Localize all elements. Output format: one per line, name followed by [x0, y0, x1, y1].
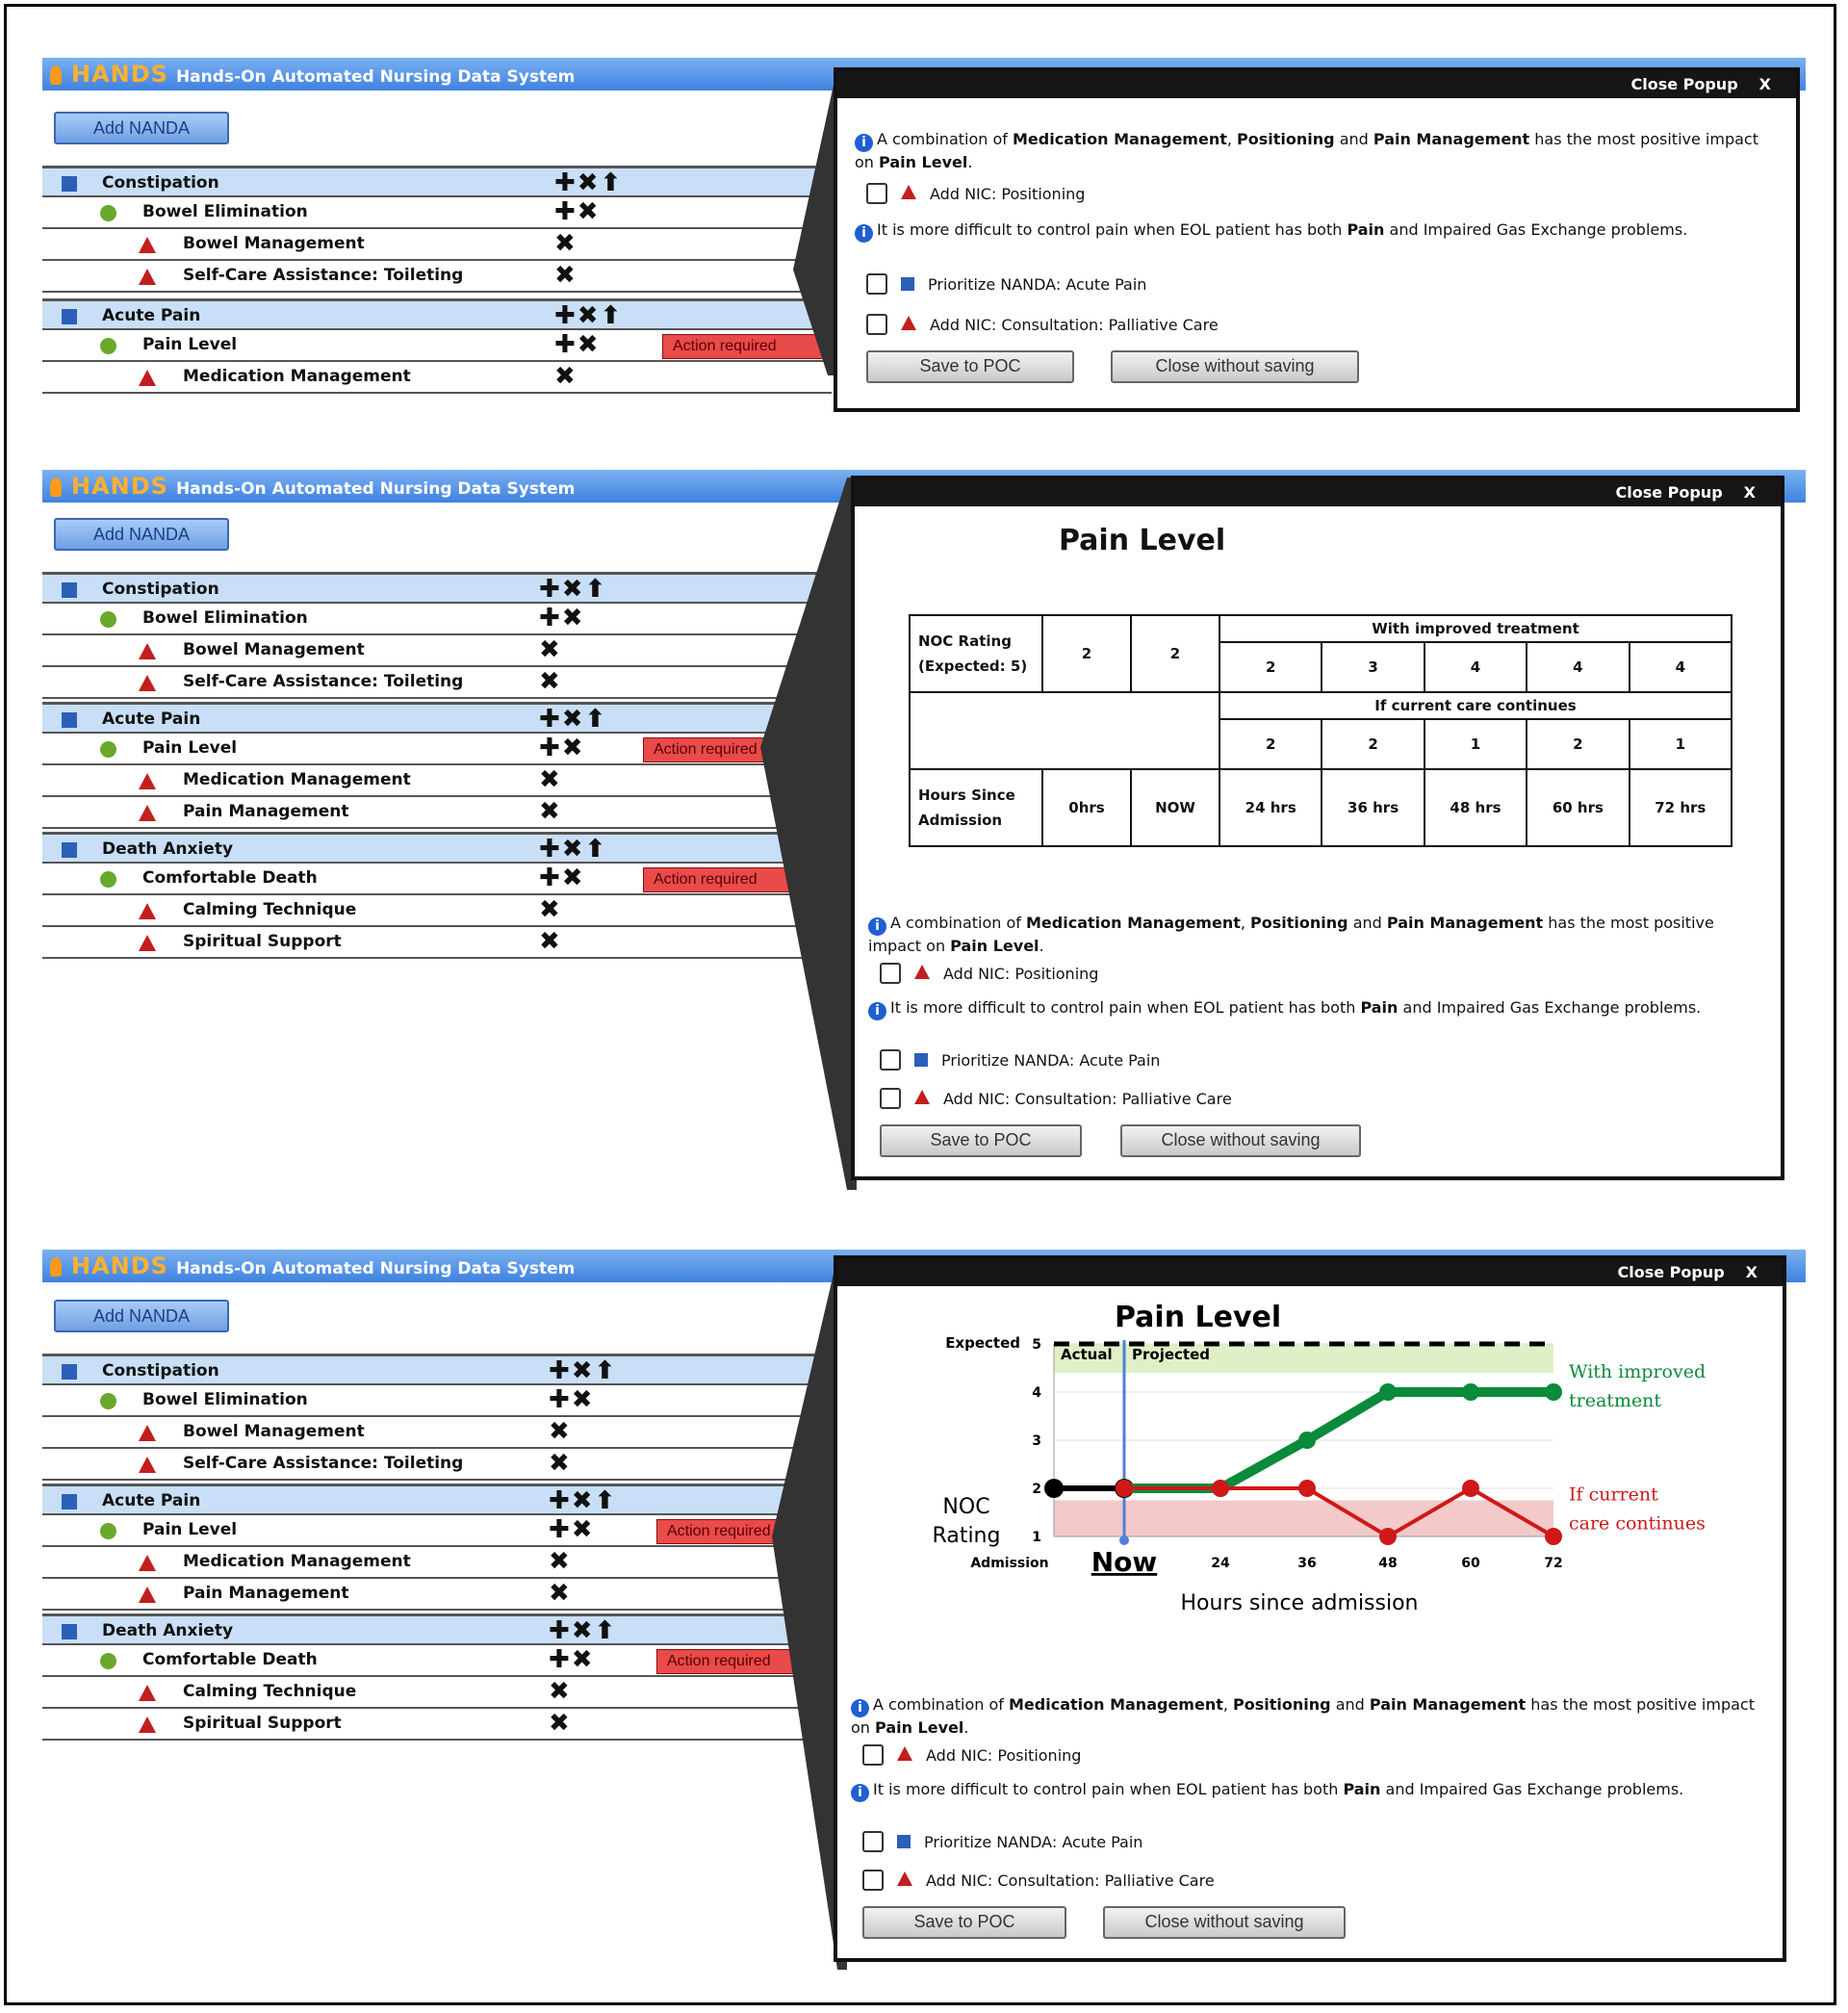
x-tick-label: Admission [970, 1556, 1049, 1571]
y-axis-label-line: Rating [932, 1524, 1001, 1548]
noc-label: Bowel Elimination [142, 202, 308, 221]
x-tick-label: 60 [1461, 1556, 1480, 1571]
add-delete-move-controls[interactable]: ✚✖⬆ [549, 1356, 618, 1385]
add-delete-move-controls[interactable]: ✚✖⬆ [554, 301, 624, 330]
info-note-combination [851, 1694, 1756, 1739]
add-nanda-button[interactable]: Add NANDA [54, 1300, 229, 1332]
flame-logo-icon [50, 1257, 62, 1277]
improved-value-cell: 3 [1322, 642, 1424, 692]
info-icon: i [855, 134, 873, 152]
note-text: and [1334, 130, 1373, 148]
note-text: , [1240, 914, 1251, 932]
improved-series-label [1569, 1361, 1706, 1411]
x-tick-label: 72 [1544, 1556, 1563, 1571]
delete-control[interactable]: ✖ [539, 635, 562, 664]
note-text: and [1330, 1695, 1370, 1714]
current-value-cell: 2 [1322, 719, 1424, 769]
data-point [1379, 1383, 1397, 1401]
nanda-row-acute-pain[interactable] [42, 1484, 832, 1515]
close-popup-button[interactable]: Close Popup [1630, 75, 1738, 93]
option-label: Add NIC: Consultation: Palliative Care [943, 1090, 1232, 1108]
note-text: and Impaired Gas Exchange problems. [1384, 220, 1688, 239]
improved-treatment-header: With improved treatment [1219, 615, 1732, 642]
hours-cell: 0hrs [1042, 769, 1131, 846]
target-band [1054, 1344, 1553, 1373]
action-required-badge[interactable]: Action required [662, 334, 834, 359]
data-point [1545, 1528, 1562, 1545]
nic-label: Medication Management [183, 1552, 411, 1571]
nic-row-medication-management[interactable] [42, 1547, 832, 1579]
nanda-square-icon [897, 1835, 911, 1848]
series-label-line: With improved [1569, 1361, 1707, 1382]
current-value-cell: 2 [1527, 719, 1629, 769]
data-point [1116, 1480, 1133, 1497]
now-marker [1119, 1536, 1129, 1545]
noc-dot-icon [100, 1393, 116, 1409]
info-icon: i [868, 1002, 886, 1020]
nic-row-bowel-management[interactable] [42, 1417, 832, 1449]
nanda-label: Death Anxiety [102, 1621, 234, 1640]
info-icon: i [868, 917, 886, 936]
note-text: It is more difficult to control pain when EOL patient has both [890, 998, 1361, 1017]
checkbox[interactable] [862, 1870, 884, 1891]
note-text-bold: Positioning [1233, 1695, 1331, 1714]
add-delete-controls[interactable]: ✚✖ [539, 734, 585, 762]
action-required-badge[interactable]: Action required [656, 1519, 824, 1544]
actual-label: Actual [1061, 1346, 1113, 1363]
add-delete-move-controls[interactable]: ✚✖⬆ [549, 1486, 618, 1515]
nic-label: Self-Care Assistance: Toileting [183, 266, 464, 285]
option-add-nic-positioning[interactable] [862, 1744, 1081, 1767]
improved-value-cell: 4 [1630, 642, 1732, 692]
data-point [1044, 1479, 1064, 1498]
noc-label: Pain Level [142, 738, 238, 758]
pain-level-chart [837, 1288, 1783, 1692]
note-text: . [963, 1718, 969, 1737]
add-delete-move-controls[interactable]: ✚✖⬆ [539, 575, 608, 604]
risk-band [1054, 1501, 1553, 1537]
data-point [1545, 1383, 1562, 1401]
note-text: , [1222, 1695, 1234, 1714]
data-point [1298, 1480, 1316, 1497]
noc-label: Bowel Elimination [142, 608, 308, 628]
action-required-badge[interactable]: Action required [643, 737, 814, 762]
nic-triangle-icon [897, 1746, 912, 1761]
option-prioritize-acute-pain[interactable] [862, 1831, 1142, 1853]
nic-label: Medication Management [183, 770, 411, 789]
nic-label: Spiritual Support [183, 1714, 342, 1733]
x-tick-label: 48 [1378, 1556, 1398, 1571]
nanda-label: Acute Pain [102, 710, 201, 729]
close-popup-button[interactable]: Close Popup [1617, 1263, 1725, 1281]
close-without-saving-button[interactable]: Close without saving [1120, 1124, 1361, 1157]
option-label: Add NIC: Positioning [930, 185, 1086, 203]
delete-control[interactable]: ✖ [539, 667, 562, 696]
note-text-bold: Pain Management [1369, 1695, 1527, 1714]
info-note-difficulty [851, 1779, 1756, 1802]
close-without-saving-button[interactable]: Close without saving [1103, 1906, 1346, 1939]
y-axis-label-line: NOC [942, 1495, 990, 1519]
noc-dot-icon [100, 1523, 116, 1539]
nanda-square-icon [62, 1364, 77, 1380]
y-axis-label [933, 1495, 1001, 1548]
app-title: Hands-On Automated Nursing Data System [175, 479, 576, 499]
delete-control[interactable]: ✖ [549, 1449, 572, 1478]
note-text-bold: Pain [1360, 998, 1399, 1017]
delete-control[interactable]: ✖ [549, 1547, 572, 1576]
hours-cell: 24 hrs [1219, 769, 1322, 846]
note-text: has the most positive impact on [855, 130, 1758, 171]
note-text-bold: Pain Level [879, 153, 968, 171]
save-to-poc-button[interactable]: Save to POC [880, 1124, 1082, 1157]
add-delete-move-controls[interactable]: ✚✖⬆ [539, 705, 608, 734]
note-text: It is more difficult to control pain when EOL patient has both [873, 1780, 1344, 1798]
noc-label: Pain Level [142, 1520, 238, 1539]
nanda-square-icon [62, 1494, 77, 1510]
add-nanda-button[interactable]: Add NANDA [54, 112, 229, 144]
option-label: Prioritize NANDA: Acute Pain [941, 1051, 1161, 1070]
add-delete-controls[interactable]: ✚✖ [539, 864, 585, 892]
delete-control[interactable]: ✖ [549, 1677, 572, 1706]
nic-triangle-icon [139, 1457, 156, 1473]
option-label: Prioritize NANDA: Acute Pain [928, 275, 1147, 294]
pain-level-chart-popup [834, 1255, 1786, 1962]
close-popup-button[interactable]: Close Popup [1615, 483, 1723, 502]
add-delete-controls[interactable]: ✚✖ [554, 197, 601, 226]
nanda-square-icon [62, 1624, 77, 1639]
delete-control[interactable]: ✖ [554, 261, 578, 290]
note-text-bold: Medication Management [1026, 914, 1241, 932]
close-x-icon[interactable]: X [1745, 1263, 1758, 1281]
data-point [1462, 1480, 1479, 1497]
noc-label: Comfortable Death [142, 1650, 318, 1669]
nanda-label: Constipation [102, 1361, 219, 1381]
nanda-label: Constipation [102, 173, 219, 193]
noc-label: Bowel Elimination [142, 1390, 308, 1409]
add-nanda-button[interactable]: Add NANDA [54, 518, 229, 551]
nanda-row-constipation[interactable] [42, 1354, 832, 1385]
projected-label: Projected [1132, 1346, 1210, 1363]
nic-label: Calming Technique [183, 900, 357, 919]
info-icon: i [851, 1784, 869, 1802]
y-tick-label: 4 [1032, 1385, 1041, 1401]
nic-label: Pain Management [183, 1584, 349, 1603]
nic-row-pain-management[interactable] [42, 1579, 832, 1611]
nic-row-spiritual-support[interactable] [42, 1709, 832, 1741]
nic-label: Bowel Management [183, 234, 365, 253]
note-text: . [967, 153, 973, 171]
note-text-bold: Pain [1343, 1780, 1381, 1798]
hours-cell: 36 hrs [1322, 769, 1424, 846]
save-to-poc-button[interactable]: Save to POC [862, 1906, 1066, 1939]
nic-triangle-icon [139, 1587, 156, 1603]
nic-label: Self-Care Assistance: Toileting [183, 672, 464, 691]
improved-value-cell: 4 [1527, 642, 1629, 692]
popup-title: Pain Level [1059, 524, 1226, 557]
note-text-bold: Pain Level [875, 1718, 964, 1737]
delete-control[interactable]: ✖ [549, 1417, 572, 1446]
info-icon: i [851, 1699, 869, 1717]
nanda-label: Constipation [102, 580, 219, 599]
current-series-label [1569, 1484, 1706, 1535]
note-text: has the most positive impact on [868, 914, 1714, 955]
delete-control[interactable]: ✖ [539, 927, 562, 956]
current-value-cell: 2 [1219, 719, 1322, 769]
series-label-line: treatment [1569, 1390, 1662, 1411]
series-label-line: care continues [1569, 1512, 1706, 1535]
note-text: has the most positive impact on [851, 1695, 1755, 1737]
close-x-icon[interactable]: X [1743, 483, 1756, 502]
y-tick-label: 3 [1032, 1433, 1041, 1449]
delete-control[interactable]: ✖ [554, 362, 578, 391]
nic-triangle-icon [139, 1555, 156, 1571]
nic-label: Bowel Management [183, 640, 365, 659]
improved-value-cell: 2 [1219, 642, 1322, 692]
hours-cell: 48 hrs [1424, 769, 1527, 846]
delete-control[interactable]: ✖ [554, 229, 578, 258]
option-add-nic-palliative[interactable] [862, 1870, 1215, 1892]
add-delete-move-controls[interactable]: ✚✖⬆ [554, 168, 624, 197]
note-text: A combination of [890, 914, 1026, 932]
option-label: Add NIC: Positioning [926, 1746, 1082, 1765]
add-delete-controls[interactable]: ✚✖ [549, 1515, 595, 1544]
nic-triangle-icon [897, 1871, 912, 1886]
delete-control[interactable]: ✖ [549, 1709, 572, 1738]
data-point [1379, 1528, 1397, 1545]
nic-label: Spiritual Support [183, 932, 342, 951]
y-tick-label: 2 [1032, 1482, 1041, 1497]
note-text-bold: Positioning [1237, 130, 1335, 148]
note-text-bold: Pain Management [1386, 914, 1544, 932]
nic-row-self-care[interactable] [42, 1449, 832, 1481]
nic-triangle-icon [139, 1425, 156, 1441]
noc-label: Pain Level [142, 335, 238, 354]
note-text: . [1039, 937, 1044, 955]
noc-row-comfortable-death[interactable] [42, 1645, 832, 1677]
note-text: , [1226, 130, 1238, 148]
note-text: and [1348, 914, 1387, 932]
note-text-bold: Medication Management [1013, 130, 1227, 148]
noc-base-cell: 2 [1042, 615, 1131, 692]
noc-label: Comfortable Death [142, 868, 318, 888]
action-required-badge[interactable]: Action required [656, 1649, 824, 1674]
note-text: A combination of [877, 130, 1013, 148]
option-label: Prioritize NANDA: Acute Pain [924, 1833, 1143, 1851]
note-text: and Impaired Gas Exchange problems. [1398, 998, 1702, 1017]
nic-label: Calming Technique [183, 1682, 357, 1701]
delete-control[interactable]: ✖ [549, 1579, 572, 1608]
note-text-bold: Positioning [1250, 914, 1348, 932]
note-text-bold: Medication Management [1009, 1695, 1223, 1714]
close-x-icon[interactable]: X [1758, 75, 1771, 93]
noc-row-pain-level[interactable] [42, 1515, 832, 1547]
hours-cell: NOW [1131, 769, 1219, 846]
expected-label: Expected [945, 1334, 1020, 1352]
app-logo: HANDS [71, 473, 168, 500]
data-point [1298, 1432, 1316, 1449]
note-text: A combination of [873, 1695, 1009, 1714]
nanda-row-death-anxiety[interactable] [42, 1613, 832, 1645]
noc-base-cell: 2 [1131, 615, 1219, 692]
app-title: Hands-On Automated Nursing Data System [175, 67, 576, 87]
nic-label: Bowel Management [183, 1422, 365, 1441]
y-tick-label: 5 [1032, 1337, 1041, 1353]
x-tick-label: Now [1091, 1546, 1158, 1578]
app-logo: HANDS [71, 1252, 168, 1279]
hours-cell: 60 hrs [1527, 769, 1629, 846]
nic-triangle-icon [139, 1685, 156, 1701]
improved-value-cell: 4 [1424, 642, 1527, 692]
x-tick-label: 36 [1297, 1556, 1317, 1571]
data-point [1462, 1383, 1479, 1401]
add-delete-move-controls[interactable]: ✚✖⬆ [549, 1616, 618, 1645]
close-without-saving-button[interactable]: Close without saving [1111, 350, 1359, 383]
noc-rating-label: NOC Rating (Expected: 5) [910, 615, 1042, 692]
note-text: and Impaired Gas Exchange problems. [1380, 1780, 1684, 1798]
x-axis-label: Hours since admission [1180, 1591, 1419, 1615]
series-label-line: If current [1569, 1484, 1658, 1506]
note-text: It is more difficult to control pain when EOL patient has both [877, 220, 1348, 239]
chart-title: Pain Level [1115, 1301, 1282, 1334]
checkbox[interactable] [862, 1831, 884, 1852]
nic-row-calming-technique[interactable] [42, 1677, 832, 1709]
nic-label: Pain Management [183, 802, 349, 821]
current-value-cell: 1 [1424, 719, 1527, 769]
noc-dot-icon [100, 1653, 116, 1669]
nic-triangle-icon [139, 1716, 156, 1733]
nanda-label: Death Anxiety [102, 839, 234, 859]
save-to-poc-button[interactable]: Save to POC [866, 350, 1074, 383]
option-label: Add NIC: Consultation: Palliative Care [926, 1871, 1215, 1890]
nanda-label: Acute Pain [102, 306, 201, 325]
note-text-bold: Pain [1347, 220, 1385, 239]
note-text-bold: Pain Level [950, 937, 1040, 955]
add-delete-controls[interactable]: ✚✖ [539, 604, 585, 632]
checkbox[interactable] [862, 1744, 884, 1766]
current-care-header: If current care continues [1219, 692, 1732, 719]
app-logo: HANDS [71, 61, 168, 88]
add-delete-controls[interactable]: ✚✖ [549, 1385, 595, 1414]
add-delete-controls[interactable]: ✚✖ [554, 330, 601, 359]
y-tick-label: 1 [1032, 1530, 1041, 1545]
noc-row-bowel-elimination[interactable] [42, 1385, 832, 1417]
option-label: Add NIC: Positioning [943, 965, 1099, 983]
option-label: Add NIC: Consultation: Palliative Care [930, 316, 1219, 334]
hours-since-admission-label: Hours Since Admission [910, 769, 1042, 846]
delete-control[interactable]: ✖ [539, 895, 562, 924]
data-point [1212, 1480, 1229, 1497]
delete-control[interactable]: ✖ [539, 765, 562, 794]
nic-label: Medication Management [183, 367, 411, 386]
app-title: Hands-On Automated Nursing Data System [175, 1259, 576, 1278]
popup-header [837, 1259, 1783, 1286]
add-delete-controls[interactable]: ✚✖ [549, 1645, 595, 1674]
action-required-badge[interactable]: Action required [643, 867, 814, 892]
nic-label: Self-Care Assistance: Toileting [183, 1454, 464, 1473]
info-icon: i [855, 224, 873, 243]
add-delete-move-controls[interactable]: ✚✖⬆ [539, 835, 608, 864]
current-value-cell: 1 [1630, 719, 1732, 769]
hours-cell: 72 hrs [1630, 769, 1732, 846]
delete-control[interactable]: ✖ [539, 797, 562, 826]
x-tick-label: 24 [1211, 1556, 1230, 1571]
note-text-bold: Pain Management [1373, 130, 1530, 148]
nanda-label: Acute Pain [102, 1491, 201, 1510]
